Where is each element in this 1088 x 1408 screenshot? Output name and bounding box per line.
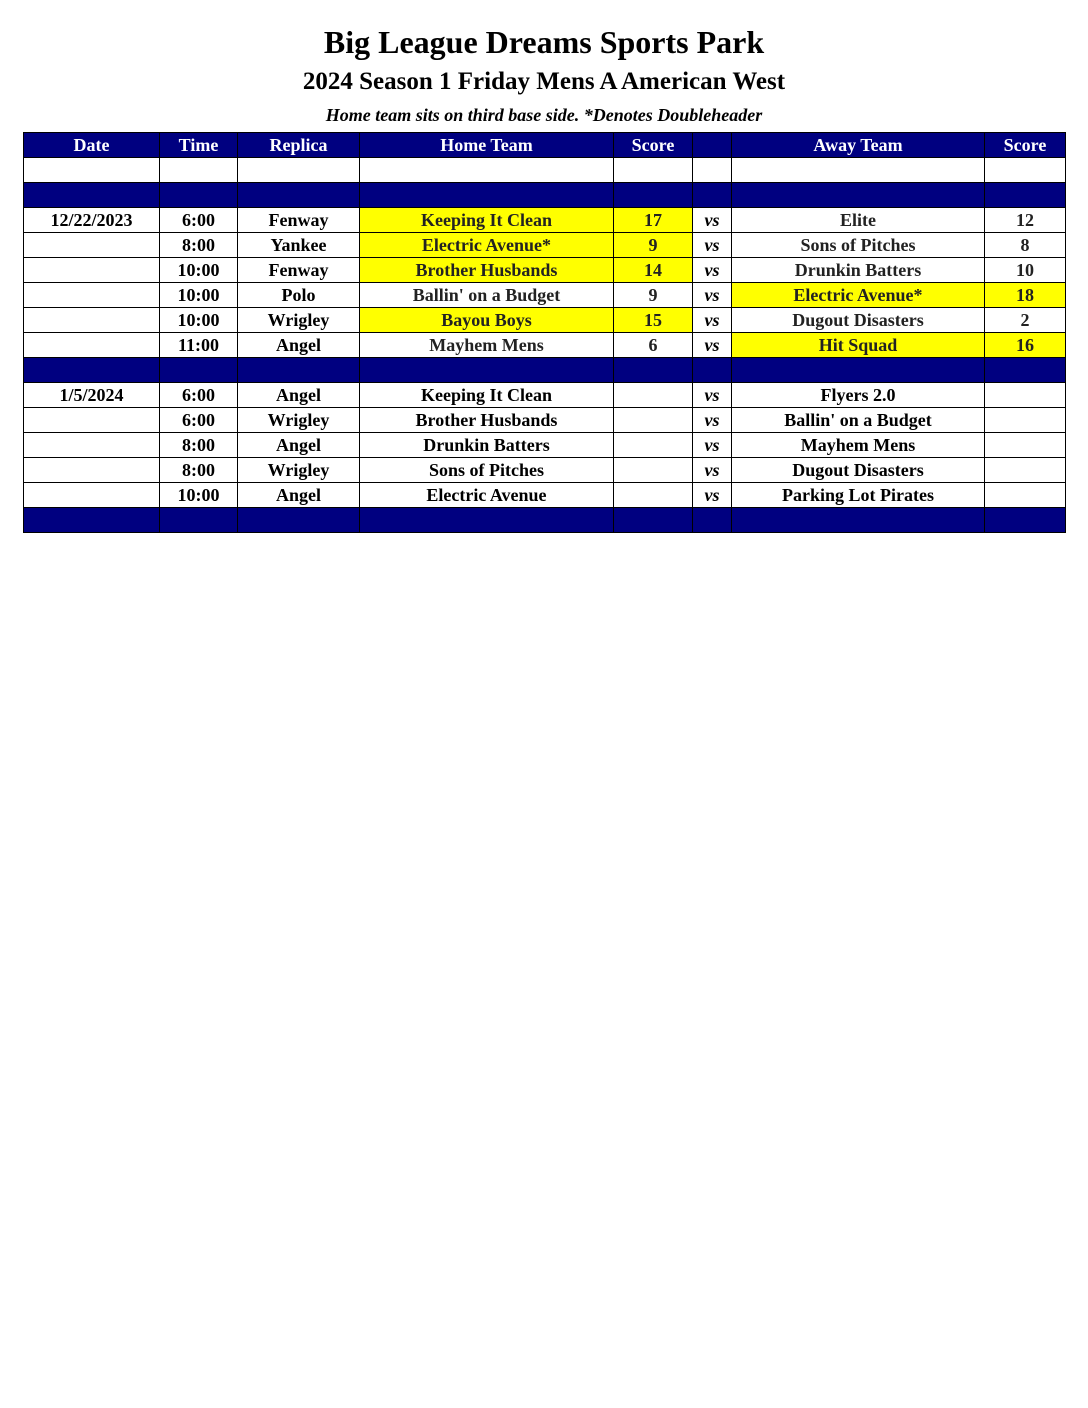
time-cell: 8:00: [160, 458, 238, 483]
vs-cell: vs: [693, 308, 732, 333]
schedule-table: [23, 132, 1066, 533]
page-title: Big League Dreams Sports Park: [323, 24, 765, 60]
time-cell: 8:00: [160, 433, 238, 458]
separator-row: [24, 358, 1066, 383]
time-cell: 10:00: [160, 308, 238, 333]
vs-cell: vs: [693, 408, 732, 433]
table-row: [24, 258, 1066, 283]
date-cell: [24, 408, 160, 433]
home-score-cell: 6: [614, 333, 693, 358]
vs-cell: vs: [693, 233, 732, 258]
home-team-cell: Drunkin Batters: [360, 433, 614, 458]
table-row: [24, 458, 1066, 483]
replica-cell: Angel: [238, 383, 360, 408]
away-team-cell: Hit Squad: [732, 333, 985, 358]
date-cell: 12/22/2023: [24, 208, 160, 233]
away-team-cell: Electric Avenue*: [732, 283, 985, 308]
home-team-cell: Bayou Boys: [360, 308, 614, 333]
replica-cell: Angel: [238, 433, 360, 458]
time-cell: 8:00: [160, 233, 238, 258]
replica-cell: Wrigley: [238, 458, 360, 483]
time-cell: 10:00: [160, 283, 238, 308]
home-score-cell: [614, 383, 693, 408]
table-row: [24, 383, 1066, 408]
replica-cell: Wrigley: [238, 308, 360, 333]
header-row: [24, 133, 1066, 158]
away-score-cell: 16: [985, 333, 1066, 358]
page-note: Home team sits on third base side. *Denotes Doubleheader: [325, 105, 763, 125]
col-home-team-header: Home Team: [360, 133, 614, 158]
date-cell: [24, 333, 160, 358]
home-score-cell: [614, 433, 693, 458]
col-date-header: Date: [24, 133, 160, 158]
table-row: [24, 408, 1066, 433]
table-row: [24, 283, 1066, 308]
vs-cell: vs: [693, 383, 732, 408]
page-subtitle: 2024 Season 1 Friday Mens A American West: [302, 68, 786, 95]
time-cell: 6:00: [160, 408, 238, 433]
away-score-cell: 10: [985, 258, 1066, 283]
replica-cell: Angel: [238, 483, 360, 508]
away-score-cell: 12: [985, 208, 1066, 233]
away-team-cell: Ballin' on a Budget: [732, 408, 985, 433]
away-score-cell: [985, 408, 1066, 433]
replica-cell: Yankee: [238, 233, 360, 258]
home-team-cell: Brother Husbands: [360, 258, 614, 283]
table-row: [24, 308, 1066, 333]
time-cell: 10:00: [160, 258, 238, 283]
home-score-cell: 17: [614, 208, 693, 233]
time-cell: 11:00: [160, 333, 238, 358]
separator-row: [24, 183, 1066, 208]
vs-cell: vs: [693, 458, 732, 483]
date-cell: [24, 233, 160, 258]
vs-cell: vs: [693, 433, 732, 458]
home-score-cell: [614, 408, 693, 433]
date-cell: [24, 258, 160, 283]
vs-cell: vs: [693, 483, 732, 508]
away-score-cell: [985, 458, 1066, 483]
date-cell: [24, 433, 160, 458]
time-cell: 10:00: [160, 483, 238, 508]
table-row: [24, 433, 1066, 458]
replica-cell: Fenway: [238, 208, 360, 233]
away-score-cell: [985, 483, 1066, 508]
away-score-cell: 2: [985, 308, 1066, 333]
table-row: [24, 483, 1066, 508]
home-team-cell: Ballin' on a Budget: [360, 283, 614, 308]
away-team-cell: Dugout Disasters: [732, 458, 985, 483]
home-score-cell: [614, 458, 693, 483]
home-team-cell: Mayhem Mens: [360, 333, 614, 358]
home-team-cell: Keeping It Clean: [360, 383, 614, 408]
replica-cell: Fenway: [238, 258, 360, 283]
replica-cell: Angel: [238, 333, 360, 358]
blank-row: [24, 158, 1066, 183]
date-cell: [24, 283, 160, 308]
col-away-score-header: Score: [985, 133, 1066, 158]
home-score-cell: [614, 483, 693, 508]
home-score-cell: 15: [614, 308, 693, 333]
replica-cell: Polo: [238, 283, 360, 308]
away-team-cell: Flyers 2.0: [732, 383, 985, 408]
table-row: [24, 333, 1066, 358]
vs-cell: vs: [693, 333, 732, 358]
home-team-cell: Keeping It Clean: [360, 208, 614, 233]
home-team-cell: Electric Avenue: [360, 483, 614, 508]
table-row: [24, 208, 1066, 233]
away-team-cell: Drunkin Batters: [732, 258, 985, 283]
away-team-cell: Sons of Pitches: [732, 233, 985, 258]
home-team-cell: Brother Husbands: [360, 408, 614, 433]
away-score-cell: 8: [985, 233, 1066, 258]
away-score-cell: [985, 433, 1066, 458]
away-team-cell: Elite: [732, 208, 985, 233]
home-team-cell: Sons of Pitches: [360, 458, 614, 483]
table-row: [24, 233, 1066, 258]
time-cell: 6:00: [160, 383, 238, 408]
col-vs-header: [693, 133, 732, 158]
date-cell: 1/5/2024: [24, 383, 160, 408]
away-team-cell: Parking Lot Pirates: [732, 483, 985, 508]
replica-cell: Wrigley: [238, 408, 360, 433]
date-cell: [24, 483, 160, 508]
home-team-cell: Electric Avenue*: [360, 233, 614, 258]
vs-cell: vs: [693, 258, 732, 283]
home-score-cell: 14: [614, 258, 693, 283]
home-score-cell: 9: [614, 283, 693, 308]
date-cell: [24, 458, 160, 483]
away-team-cell: Mayhem Mens: [732, 433, 985, 458]
away-team-cell: Dugout Disasters: [732, 308, 985, 333]
col-replica-header: Replica: [238, 133, 360, 158]
col-time-header: Time: [160, 133, 238, 158]
date-cell: [24, 308, 160, 333]
col-home-score-header: Score: [614, 133, 693, 158]
vs-cell: vs: [693, 208, 732, 233]
away-score-cell: 18: [985, 283, 1066, 308]
time-cell: 6:00: [160, 208, 238, 233]
vs-cell: vs: [693, 283, 732, 308]
separator-row: [24, 508, 1066, 533]
away-score-cell: [985, 383, 1066, 408]
col-away-team-header: Away Team: [732, 133, 985, 158]
home-score-cell: 9: [614, 233, 693, 258]
